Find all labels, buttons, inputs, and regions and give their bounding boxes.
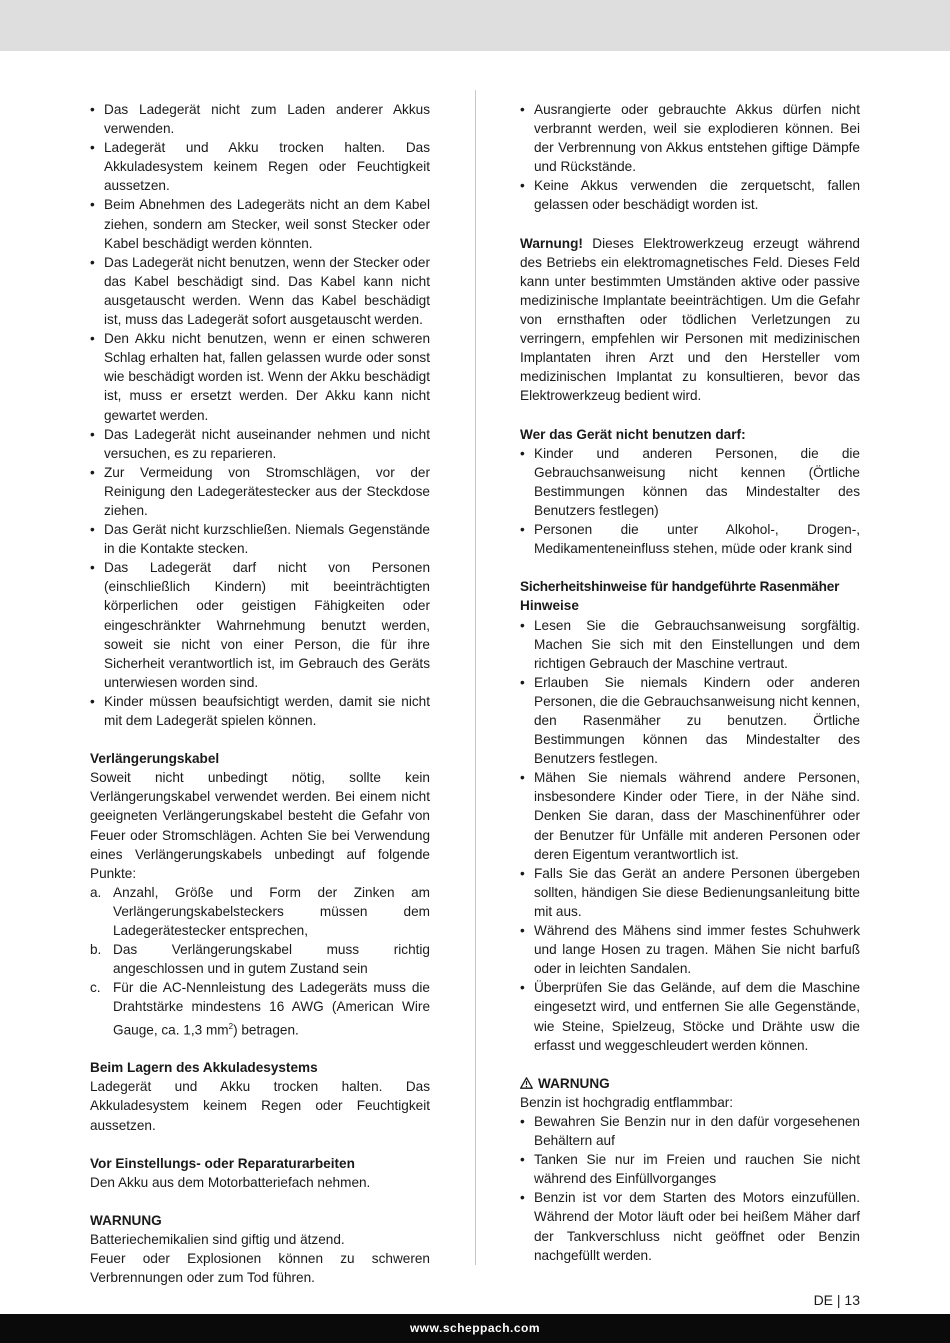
warning-triangle-icon <box>520 1077 533 1089</box>
storage-heading: Beim Lagern des Akkuladesystems <box>90 1060 318 1076</box>
fuel-warning-heading <box>520 1074 860 1093</box>
list-item: • Keine Akkus verwenden die zerquetscht, fallen gelassen oder beschädigt worden ist. <box>520 176 860 214</box>
page-number: DE | 13 <box>813 1292 860 1308</box>
emf-warning <box>520 234 860 406</box>
list-item: • Während des Mähens sind immer festes Schuhwerk und lange Hosen zu tragen. Mähen Sie nicht barfuß oder in leichten Sandalen. <box>520 921 860 978</box>
list-item: • Kinder und anderen Personen, die die Gebrauchsanweisung nicht kennen (Örtliche Bestimmungen können das Mindestalter des Benutzers festlegen) <box>520 444 860 520</box>
repair-text: Den Akku aus dem Motorbatteriefach nehmen. <box>90 1174 371 1190</box>
list-marker: a. <box>90 884 102 900</box>
repair-heading: Vor Einstellungs- oder Reparaturarbeiten <box>90 1155 355 1171</box>
list-item: • Kinder müssen beaufsichtigt werden, damit sie nicht mit dem Ladegerät spielen können. <box>90 692 430 730</box>
column-divider <box>475 90 476 1265</box>
extension-cable-list <box>90 883 430 1039</box>
fuel-list <box>520 1112 860 1265</box>
warning-line: Batteriechemikalien sind giftig und ätzend. <box>90 1232 345 1248</box>
list-item: • Personen die unter Alkohol-, Drogen-, Medikamenteneinfluss stehen, müde oder krank sind <box>520 520 860 558</box>
left-column <box>90 100 430 1287</box>
list-marker: b. <box>90 942 102 958</box>
list-item: • Das Gerät nicht kurzschließen. Niemals Gegenstände in die Kontakte stecken. <box>90 520 430 558</box>
list-item: • Das Ladegerät darf nicht von Personen (einschließlich Kindern) mit beeinträchtigten körperlichen oder geistigen Fähigkeiten oder eingeschränkter Wahrnehmung benutzt werden, soweit sie nicht von einer Person, die für ihre Sicherheit verantwortlich ist, im Gebrauch des Geräts unterwiesen worden sind. <box>90 558 430 692</box>
emf-warning-label: Warnung! <box>520 235 583 251</box>
list-item: • Das Ladegerät nicht zum Laden anderer Akkus verwenden. <box>90 100 430 138</box>
battery-disposal-list <box>520 100 860 215</box>
right-column <box>520 100 860 1265</box>
warning-heading: WARNUNG <box>90 1212 162 1228</box>
list-item: • Ladegerät und Akku trocken halten. Das Akkuladesystem keinem Regen oder Feuchtigkeit aussetzen. <box>90 138 430 195</box>
list-item: • Lesen Sie die Gebrauchsanweisung sorgfältig. Machen Sie sich mit den Einstellungen und dem richtigen Gebrauch der Maschine vertraut. <box>520 616 860 673</box>
list-item <box>90 883 430 940</box>
list-text: Das Verlängerungskabel muss richtig angeschlossen und in gutem Zustand sein <box>113 942 430 977</box>
list-item: • Den Akku nicht benutzen, wenn er einen schweren Schlag erhalten hat, fallen gelassen wurde oder sonst wie beschädigt worden ist. Wenn der Akku beschädigt ist, muss er ersetzt werden. Der Akku kann nicht gewartet werden. <box>90 329 430 424</box>
storage-text: Ladegerät und Akku trocken halten. Das Akkuladesystem keinem Regen oder Feuchtigkeit aussetzen. <box>90 1079 430 1133</box>
mower-safety-heading: Sicherheitshinweise für handgeführte Rasenmäher <box>520 579 840 595</box>
hints-list <box>520 616 860 1055</box>
fuel-warning-title: WARNUNG <box>538 1075 610 1091</box>
header-band <box>0 0 950 51</box>
list-item: • Erlauben Sie niemals Kindern oder anderen Personen, die die Gebrauchsanweisung nicht kennen, den Rasenmäher zu benutzen. Örtliche Bestimmungen können das Mindestalter des Benutzers festlegen. <box>520 673 860 768</box>
extension-cable-heading: Verlängerungskabel <box>90 751 220 767</box>
list-item: • Zur Vermeidung von Stromschlägen, vor der Reinigung den Ladegerätestecker aus der Steckdose ziehen. <box>90 463 430 520</box>
superscript: 2 <box>228 1021 234 1031</box>
who-list <box>520 444 860 559</box>
list-text: Anzahl, Größe und Form der Zinken am Verlängerungskabelsteckers müssen dem Ladegerätestecker entsprechen, <box>113 884 430 939</box>
list-item: • Überprüfen Sie das Gelände, auf dem die Maschine eingesetzt wird, und entfernen Sie alle Gegenstände, wie Steine, Spielzeug, Stöcke und Drähte usw die erfasst und weggeschleudert werden können. <box>520 978 860 1054</box>
warning-line: Feuer oder Explosionen können zu schweren Verbrennungen oder zum Tod führen. <box>90 1251 430 1286</box>
list-item: • Ausrangierte oder gebrauchte Akkus dürfen nicht verbrannt werden, weil sie explodieren können. Bei der Verbrennung von Akkus entstehen giftige Dämpfe und Rückstände. <box>520 100 860 176</box>
list-text: Für die AC-Nennleistung des Ladegeräts muss die Drahtstärke mindestens 16 AWG (American Wire Gauge, ca. 1,3 mm <box>113 980 430 1038</box>
footer-url: www.scheppach.com <box>409 1321 541 1335</box>
charger-safety-list <box>90 100 430 730</box>
who-heading: Wer das Gerät nicht benutzen darf: <box>520 426 746 442</box>
list-item: • Bewahren Sie Benzin nur in den dafür vorgesehenen Behältern auf <box>520 1112 860 1150</box>
extension-cable-text: Soweit nicht unbedingt nötig, sollte kein Verlängerungskabel verwendet werden. Bei einem nicht geeigneten Verlängerungskabel besteht die Gefahr von Feuer oder Stromschlägen. Achten Sie bei Verwendung eines Verlängerungskabels unbedingt auf folgende Punkte: <box>90 770 430 881</box>
list-item: • Beim Abnehmen des Ladegeräts nicht an dem Kabel ziehen, sondern am Stecker, weil sonst Stecker oder Kabel beschädigt werden könnten. <box>90 195 430 252</box>
list-text-end: ) betragen. <box>233 1022 299 1038</box>
emf-warning-text: Dieses Elektrowerkzeug erzeugt während des Betriebs ein elektromagnetisches Feld. Dieses Feld kann unter bestimmten Umständen aktive oder passive medizinische Implantate beeinträchtigen. Um die Gefahr von ernsthaften oder tödlichen Verletzungen zu verringern, empfehlen wir Personen mit medizinischen Implantaten ihren Arzt und den Hersteller vom medizinischen Implantat zu konsultieren, bevor das Elektrowerkzeug bedient wird. <box>520 235 860 404</box>
list-item: • Mähen Sie niemals während andere Personen, insbesondere Kinder oder Tiere, in der Nähe sind. Denken Sie daran, dass der Maschinenführer oder der Benutzer für Unfälle mit anderen Personen oder deren Eigentum verantwortlich ist. <box>520 768 860 863</box>
hints-heading: Hinweise <box>520 598 579 614</box>
list-item: • Falls Sie das Gerät an andere Personen übergeben sollten, händigen Sie diese Bedienungsanleitung bitte mit aus. <box>520 864 860 921</box>
fuel-text: Benzin ist hochgradig entflammbar: <box>520 1094 734 1110</box>
list-item: • Das Ladegerät nicht benutzen, wenn der Stecker oder das Kabel beschädigt sind. Das Kabel kann nicht ausgetauscht werden. Wenn das Kabel beschädigt ist, muss das Ladegerät sofort ausgetauscht werden. <box>90 253 430 329</box>
list-item: • Tanken Sie nur im Freien und rauchen Sie nicht während des Einfüllvorganges <box>520 1150 860 1188</box>
list-item <box>90 940 430 978</box>
list-item: • Benzin ist vor dem Starten des Motors einzufüllen. Während der Motor läuft oder bei heißem Mäher darf der Tankverschluss nicht geöffnet oder Benzin nachgefüllt werden. <box>520 1188 860 1264</box>
list-item: • Das Ladegerät nicht auseinander nehmen und nicht versuchen, es zu reparieren. <box>90 425 430 463</box>
list-item <box>90 978 430 1039</box>
footer-bar <box>0 1314 950 1343</box>
list-marker: c. <box>90 980 101 996</box>
